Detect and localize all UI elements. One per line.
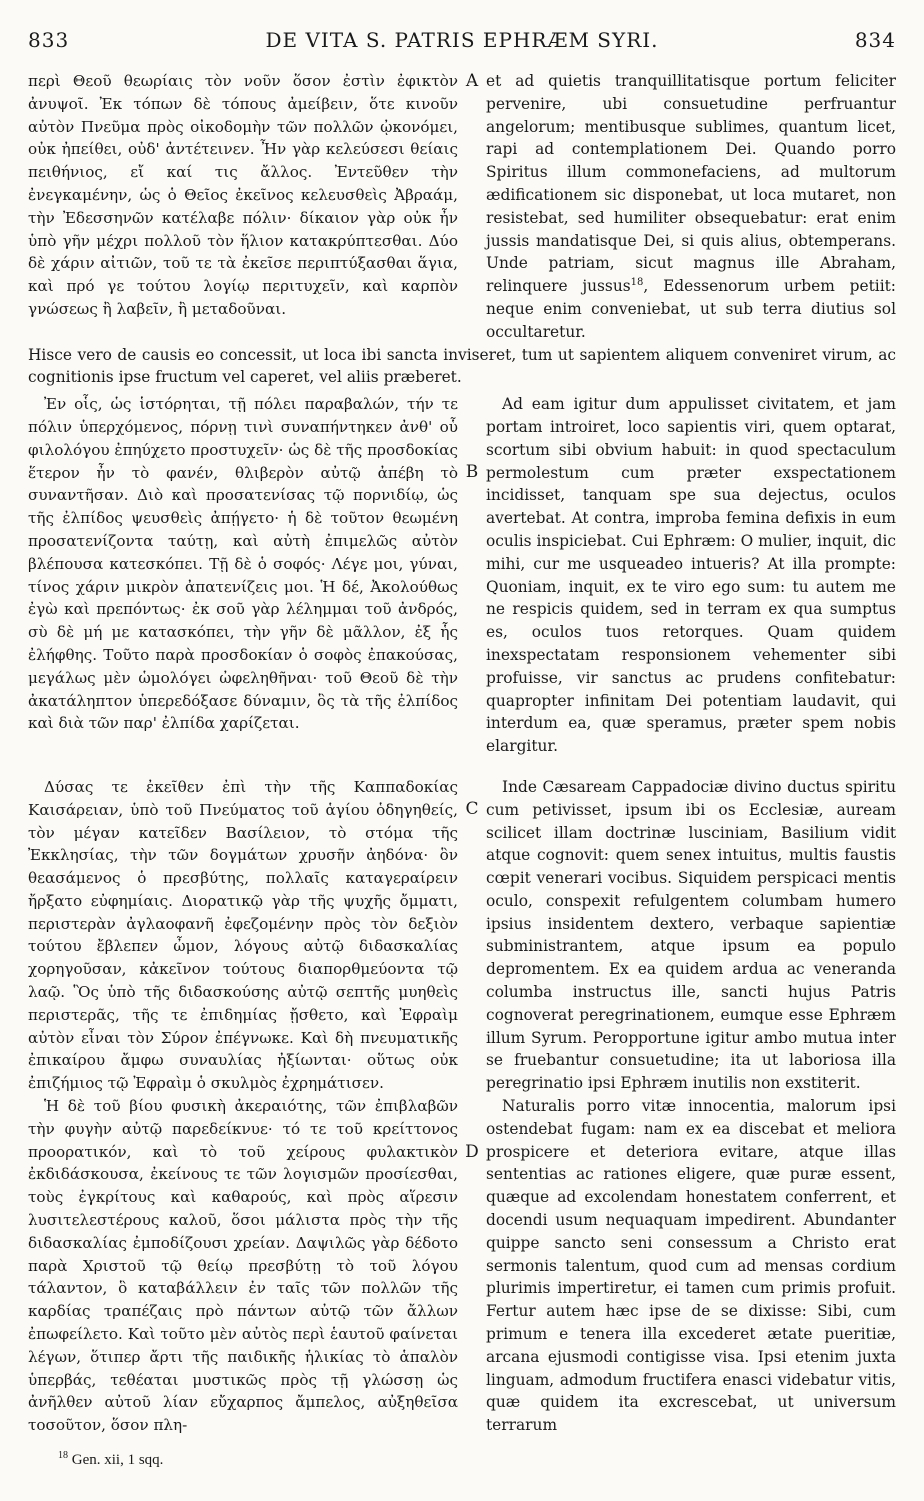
full-width-latin: Hisce vero de causis eo concessit, ut loca ibi sancta inviseret, tum ut sapientem aliquem conveniret virum, ac cognitionis ipse fructum vel caperet, vel aliis præberet. — [28, 345, 896, 387]
section-marker-letter: B — [465, 462, 479, 483]
latin-column — [486, 393, 896, 758]
latin-column — [486, 776, 896, 1095]
page-number-left: 833 — [28, 28, 70, 52]
section-marker — [458, 393, 486, 484]
greek-paragraph: Ἐν οἷς, ὡς ἱστόρηται, τῇ πόλει παραβαλών, τήν τε πόλιν ὑπερχόμενος, πόρνῃ τινὶ συναπήντηκεν ἀνθ' οὗ φιλολόγου ἐπηύχετο προστυχεῖν· ὡς δὲ τῆς προσδοκίας ἕτερον ἦν τὸ φανέν, θλιβερὸν αὐτῷ ἀπέβη τὸ συναντῆσαν. Διὸ καὶ προσατενίσας τῷ πορνιδίῳ, ὡς τῆς ἐλπίδος ψευσθεὶς ἀπῄγετο· ἡ δὲ τοῦτον θεωμένη προσατενίζοντα ταύτῃ, καὶ αὐτὴ ἐπιμελῶς αὐτὸν βλέπουσα κατεσκόπει. Τῇ δὲ ὁ σοφός· Λέγε μοι, γύναι, τίνος χάριν μικρὸν ἀπατενίζεις μοι. Ἡ δέ, Ἀκολούθως ἐγὼ καὶ πρεπόντως· ἐκ σοῦ γὰρ λέλημμαι τοῦ ἀνδρός, σὺ δὲ μή με κατασκόπει, τὴν γῆν δὲ μᾶλλον, ἐξ ἧς ἐλήφθης. Τοῦτο παρὰ προσδοκίαν ὁ σοφὸς ἐπακούσας, μεγάλως μὲν ὡμολόγει ὠφεληθῆναι· τοῦ Θεοῦ δὲ τὴν ἀκατάληπτον ὑπερεδόξασε δύναμιν, ὃς τὰ τῆς ἐλπίδος καὶ διὰ τῶν παρ' ἐλπίδα χαρίζεται. — [28, 395, 458, 733]
latin-text: et ad quietis tranquillitatisque portum feliciter pervenire, ubi consuetudine perfruantur angelorum; mentibusque sublimes, quantum licet, rapi ad contemplationem Dei. Quando porro Spiritus illum commonefaciens, ad multorum ædificationem sic disponebat, ut loca mutaret, non resistebat, sed humiliter obsequebatur: erat enim jussis mandatisque Dei, si quis alius, obtemperans. Unde patriam, sicut magnus ille Abraham, relinquere jussus — [486, 72, 896, 296]
greek-paragraph: περὶ Θεοῦ θεωρίαις τὸν νοῦν ὅσον ἐστὶν ἐφικτὸν ἀνυψοῖ. Ἐκ τόπων δὲ τόπους ἀμείβειν, ὅτε κινοῦν αὐτὸν Πνεῦμα πρὸς οἰκοδομὴν τῶν πολλῶν ᾠκονόμει, οὐκ ἠπείθει, οὐδ' ἀντέτεινεν. Ἦν γὰρ κελεύσεσι θείαις πειθήνιος, εἴ καί τις ἄλλος. Ἐντεῦθεν τὴν ἐνεγκαμένην, ὡς ὁ Θεῖος ἐκεῖνος κελευσθεὶς Ἀβραάμ, τὴν Ἐδεσσηνῶν κατέλαβε πόλιν· δίκαιον γὰρ οὐκ ἦν ὑπὸ γῆν μέχρι πολλοῦ τὸν ἥλιον κατακρύπτεσθαι. Δύο δὲ χάριν αἰτιῶν, τοῦ τε τὰ ἐκεῖσε περιπτύξασθαι ἅγια, καὶ πρό γε τούτου λογίῳ περιτυχεῖν, καὶ καρπὸν γνώσεως ἢ λαβεῖν, ἢ μεταδοῦναι. — [28, 72, 458, 318]
section-b — [28, 393, 896, 758]
footnote — [58, 1452, 163, 1469]
section-marker-letter: C — [465, 798, 479, 819]
latin-column — [486, 1095, 896, 1437]
latin-paragraph: Ad eam igitur dum appulisset civitatem, et jam portam introiret, loco sapientis viri, quem optarat, scortum sibi obvium habuit: in quod spectaculum permolestum cum præter exspectationem incidisset, tanquam spe sua dejectus, oculos avertebat. At contra, improba femina defixis in eum oculis inspiciebat. Cui Ephræm: O mulier, inquit, dic mihi, cur me usqueadeo intueris? At illa prompte: Quoniam, inquit, ex te viro ego sum: tu autem me ne respicis quidem, sed in terram ex qua sumptus es, oculos tuos retorques. Quam quidem inexspectatam responsionem vehementer sibi profuisse, vir sanctus ac prudens confitebatur: quapropter infinitam Dei potentiam laudavit, qui interdum ea, quæ speramus, præter spem nobis elargitur. — [486, 395, 896, 756]
greek-paragraph: Ἡ δὲ τοῦ βίου φυσικὴ ἀκεραιότης, τῶν ἐπιβλαβῶν τὴν φυγὴν αὐτῷ παρεδείκνυε· τό τε τοῦ κρείττονος προορατικόν, καὶ τὸ τοῦ χείρους φυλακτικὸν ἐκδιδάσκουσα, ἐκείνους τε τῶν λογισμῶν προσίεσθαι, τοὺς ἐγκρίτους καὶ καθαρούς, καὶ πρὸς αἵρεσιν λυσιτελεστέρους καλοῦ, ὅσοι μάλιστα πρὸς τὴν τῆς διδασκαλίας ἐμποδίζουσι χρείαν. Δαψιλῶς γὰρ δέδοτο παρὰ Χριστοῦ τῷ θείῳ πρεσβύτῃ τὸ τοῦ λόγου τάλαντον, ὃ καταβάλλειν ἐν ταῖς τῶν πολλῶν τῆς καρδίας τραπέζαις πρὸ πάντων αὐτῷ τῶν ἄλλων ἐπωφείλετο. Καὶ τοῦτο μὲν αὐτὸς περὶ ἑαυτοῦ φαίνεται λέγων, ὅτιπερ ἄρτι τῆς παιδικῆς ἡλικίας τὸ ἁπαλὸν ὑπερβάς, τεθέαται μυστικῶς πρὸς τῇ γλώσσῃ ὡς ἀνῆλθεν αὐτοῦ λίαν εὔχαρπος ἄμπελος, αὐξηθεῖσα τοσοῦτον, ὅσον πλη- — [28, 1097, 458, 1435]
footnote-ref: 18 — [630, 277, 644, 289]
section-d — [28, 1095, 896, 1437]
footnote-number: 18 — [58, 1450, 68, 1461]
latin-paragraph — [486, 70, 896, 344]
latin-text-tail: , Edessenorum urbem petiit: neque enim conveniebat, ut sub terra diutius sol occultaretur. — [486, 277, 896, 341]
page-number-right: 834 — [854, 28, 896, 52]
section-c — [28, 776, 896, 1095]
running-title: DE VITA S. PATRIS EPHRÆM SYRI. — [265, 28, 659, 52]
section-marker-letter: D — [465, 1142, 479, 1163]
spacer — [28, 758, 896, 776]
greek-column — [28, 1095, 458, 1437]
page-header — [28, 28, 896, 62]
latin-paragraph: Inde Cæsaream Cappadociæ divino ductus spiritu cum petivisset, ipsum ibi os Ecclesiæ, auream scilicet illam doctrinæ lusciniam, Basilium vidit atque cognovit: quem senex intuitus, multis faustis cœpit venerari vocibus. Siquidem perspicaci mentis oculo, conspexit refulgentem columbam humero ipsius insidentem dextero, verbaque sapientiæ subministrantem, atque ipsum ea populo depromentem. Ex ea quidem ardua ac veneranda columba instructus ille, sancti hujus Patris cognoverat peregrinationem, eumque esse Ephræm illum Syrum. Peropportune igitur ambo mutua inter se fruebantur consuetudine; ita ut laboriosa illa peregrinatio ipsi Ephræm inutilis non exstiterit. — [486, 777, 896, 1093]
section-marker — [458, 776, 486, 821]
greek-paragraph: Δύσας τε ἐκεῖθεν ἐπὶ τὴν τῆς Καππαδοκίας Καισάρειαν, ὑπὸ τοῦ Πνεύματος τοῦ ἁγίου ὁδηγηθείς, τὸν μέγαν κατεῖδεν Βασίλειον, τὸ στόμα τῆς Ἐκκλησίας, τὴν τῶν δογμάτων χρυσῆν ἀηδόνα· ὃν θεασάμενος ὁ πρεσβύτης, πολλαῖς καταγεραίρειν ἤρξατο εὐφημίαις. Διορατικῷ γὰρ τῆς ψυχῆς ὄμματι, περιστερὰν ἀγλαοφανῆ ἐφεζομένην πρὸς τὸν δεξιὸν τούτου ἔβλεπεν ὦμον, λόγους αὐτῷ διδασκαλίας χορηγοῦσαν, κἀκεῖνον τούτους διαπορθμεύοντα τῷ λαῷ. Ὃς ὑπὸ τῆς διδασκούσης αὐτῷ σεπτῆς μυηθεὶς περιστερᾶς, τῆς τε ἐπιδημίας ᾔσθετο, καὶ Ἐφραὶμ αὐτὸν εἶναι τὸν Σύρον ἐπέγνωκε. Καὶ δὴ πνευματικῆς ἐπικαίρου ἄμφω συναυλίας ἠξίωνται· οὕτως οὐκ ἐπιζήμιος τῷ Ἐφραὶμ ὁ σκυλμὸς ἐχρημάτισεν. — [28, 777, 458, 1093]
section-marker: A — [465, 71, 479, 91]
section-marker — [458, 1095, 486, 1164]
latin-paragraph: Naturalis porro vitæ innocentia, malorum ipsi ostendebat fugam: nam ex ea discebat et meliora prospicere et deteriora evitare, atque illas sententias ac rationes eligere, quæ puræ essent, quæque ad excolendam honestatem conferrent, et docendi usum nequaquam impedirent. Abundanter quippe sancto seni consessum a Christo erat sermonis talentum, quod cum ad mensas cordium plurimis impertiretur, ei tamen cum primis profuit. Fertur autem hæc ipse de se dixisse: Sibi, cum primum e tenera illa excederet ætate pueritiæ, arcana ejusmodi contigisse visa. Ipsi etenim juxta linguam, admodum fructifera enasci videbatur vitis, quæ quidem ita excrescebat, ut universum terrarum — [486, 1097, 896, 1435]
page-body — [28, 70, 896, 1437]
latin-column — [486, 70, 896, 344]
greek-column — [28, 393, 458, 735]
greek-column — [28, 70, 458, 321]
greek-column — [28, 776, 458, 1095]
section-a — [28, 70, 896, 344]
footnote-text: Gen. xii, 1 sqq. — [71, 1452, 164, 1468]
